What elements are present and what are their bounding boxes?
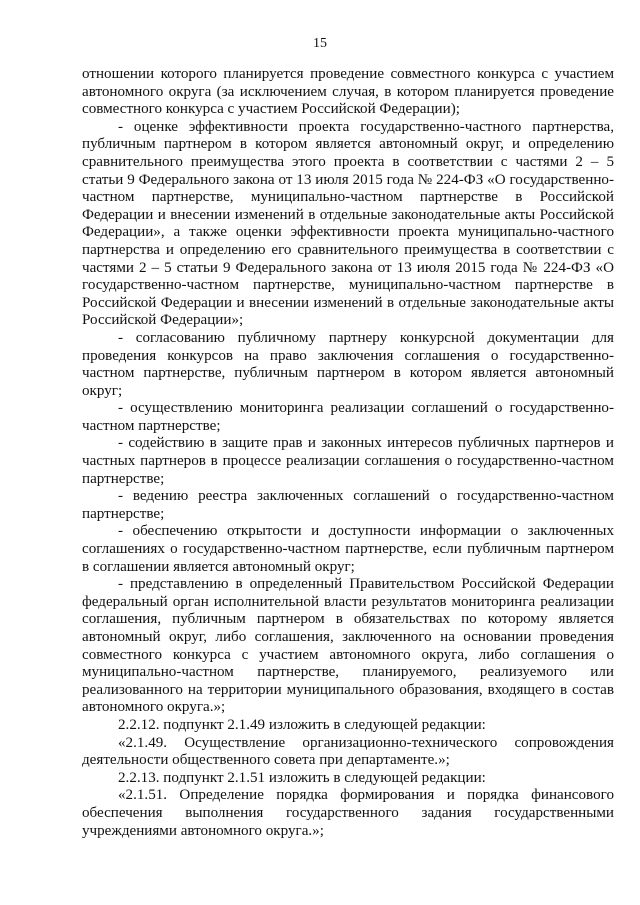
list-item-project-evaluation: - оценке эффективности проекта государственно-частного партнерства, публичным партнером в котором является автономный округ, и определению сравнительного преимущества этого проекта в соответствии с частями 2 – 5 статьи 9 Федерального закона от 13 июля 2015 года № 224-ФЗ «О государственно-частном партнерстве, муниципально-частном партнерстве в Российской Федерации и внесении изменений в отдельные законодательные акты Российской Федерации», а также оценки эффективности проекта муниципально-частного партнерства и определению его сравнительного преимущества в соответствии с частями 2 – 5 статьи 9 Федерального закона от 13 июля 2015 года № 224-ФЗ «О государственно-частном партнерстве, муниципально-частном партнерстве в Российской Федерации и внесении изменений в отдельные законодательные акты Российской Федерации»;	[82, 118, 614, 329]
list-item-reporting: - представлению в определенный Правительством Российской Федерации федеральный орган исполнительной власти результатов мониторинга реализации соглашения, публичным партнером в обязательствах по которому является автономный округ, либо соглашения, заключенного на основании проведения совместного конкурса с участием автономного округа, либо соглашения о муниципально-частном партнерстве, планируемого, реализуемого или реализованного на территории муниципального образования, входящего в состав автономного округа.»;	[82, 576, 614, 716]
list-item-monitoring: - осуществлению мониторинга реализации соглашений о государственно-частном партнерстве;	[82, 400, 614, 434]
paragraph: отношении которого планируется проведение совместного конкурса с участием автономного округа (за исключением случая, в котором планируется проведение совместного конкурса с участием Российской Федерации);	[82, 66, 614, 118]
list-item-registry: - ведению реестра заключенных соглашений о государственно-частном партнерстве;	[82, 488, 614, 522]
amendment-2-2-12: 2.2.12. подпункт 2.1.49 изложить в следующей редакции:	[118, 716, 486, 733]
page-number: 15	[313, 36, 327, 51]
clause-2-1-51: «2.1.51. Определение порядка формирования и порядка финансового обеспечения выполнения государственного задания государственными учреждениями автономного округа.»;	[82, 787, 614, 839]
clause-2-1-49: «2.1.49. Осуществление организационно-технического сопровождения деятельности общественного совета при департаменте.»;	[82, 734, 614, 769]
list-item-rights-protection: - содействию в защите прав и законных интересов публичных партнеров и частных партнеров в процессе реализации соглашения о государственно-частном партнерстве;	[82, 435, 614, 487]
list-item-tender-documentation: - согласованию публичному партнеру конкурсной документации для проведения конкурсов на право заключения соглашения о государственно-частном партнерстве, публичным партнером в котором является автономный округ;	[82, 329, 614, 399]
list-item-openness: - обеспечению открытости и доступности информации о заключенных соглашениях о государственно-частном партнерстве, если публичным партнером в соглашении является автономный округ;	[82, 523, 614, 575]
amendment-2-2-13: 2.2.13. подпункт 2.1.51 изложить в следующей редакции:	[118, 769, 486, 786]
document-body	[82, 66, 614, 840]
